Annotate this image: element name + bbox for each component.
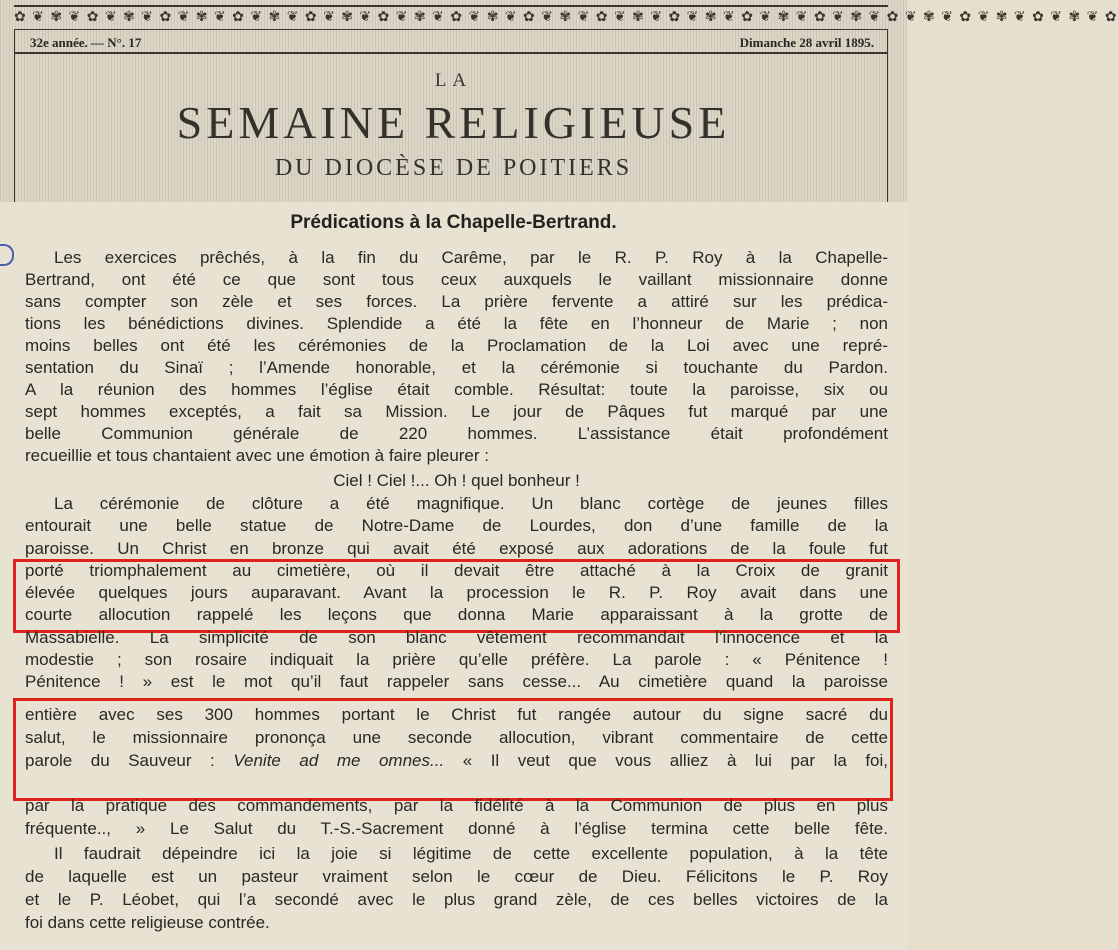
text-line: modestie ; son rosaire indiquait la prière qu’elle préfère. La parole : « Pénitence ! — [25, 650, 888, 669]
text-line: sans compter son zèle et ses forces. La prière fervente a attiré sur les prédica- — [25, 292, 888, 311]
text-line: La cérémonie de clôture a été magnifique. Un blanc cortège de jeunes filles — [54, 494, 888, 513]
publication-article: LA — [434, 70, 473, 91]
text-line: Massabielle. La simplicité de son blanc vêtement recommandait l’innocence et la — [25, 628, 888, 647]
text-line: entière avec ses 300 hommes portant le Christ fut rangée autour du signe sacré du — [25, 705, 888, 724]
text-line: fréquente.., » Le Salut du T.-S.-Sacrement donné à l’église termina cette belle fête. — [25, 819, 888, 838]
article-title: Prédications à la Chapelle-Bertrand. — [290, 212, 617, 233]
text-line: salut, le missionnaire prononça une seconde allocution, vibrant commentaire de cette — [25, 728, 888, 747]
text-line: Il faudrait dépeindre ici la joie si légitime de cette excellente population, à la tête — [54, 844, 888, 863]
text-segment: parole du Sauveur : — [25, 751, 234, 770]
text-line: moins belles ont été les cérémonies de la Proclamation de la Loi avec une repré- — [25, 336, 888, 355]
text-line: recueillie et tous chantaient avec une émotion à faire pleurer : — [25, 446, 489, 465]
text-line: élevée quelques jours auparavant. Avant la procession le R. P. Roy avait dans une — [25, 583, 888, 602]
text-line: tions les bénédictions divines. Splendide a été la fête en l’honneur de Marie ; non — [25, 314, 888, 333]
text-line: porté triomphalement au cimetière, où il devait être attaché à la Croix de granit — [25, 561, 888, 580]
issue-number: 32e année. — N°. 17 — [30, 35, 142, 50]
text-line: et le P. Léobet, qui l’a secondé avec le plus grand zèle, de ces belles victoires de la — [25, 890, 888, 909]
text-line: courte allocution rappelé les leçons que donna Marie apparaissant à la grotte de — [25, 605, 888, 624]
text-line: Bertrand, ont été ce que sont tous ceux auxquels le vaillant missionnaire donne — [25, 270, 888, 289]
issue-line — [14, 30, 888, 54]
issue-date: Dimanche 28 avril 1895. — [739, 35, 874, 50]
text-line: foi dans cette religieuse contrée. — [25, 913, 270, 932]
ornamental-border: ✿ ❦ ✾ ❦ ✿ ❦ ✾ ❦ ✿ ❦ ✾ ❦ ✿ ❦ ✾ ❦ ✿ ❦ ✾ ❦ ✿ ❦ ✾ ❦ ✿ ❦ ✾ ❦ ✿ ❦ ✾ ❦ ✿ ❦ ✾ ❦ ✿ ❦ ✾ ❦ ✿ ❦ ✾ ❦ ✿ ❦ ✾ ❦ ✿ ❦ ✾ ❦ ✿ ❦ ✾ ❦ ✿ ❦ ✾ ❦ ✿ — [14, 5, 888, 30]
quote-line: Ciel ! Ciel !... Oh ! quel bonheur ! — [333, 471, 580, 490]
masthead — [0, 0, 1118, 202]
publication-subtitle: DU DIOCÈSE DE POITIERS — [274, 155, 633, 181]
text-segment: « Il veut que vous alliez à lui par la foi, — [444, 751, 888, 770]
text-line: de laquelle est un pasteur vraiment selon le cœur de Dieu. Félicitons le P. Roy — [25, 867, 888, 886]
text-line: A la réunion des hommes l’église était comble. Résultat: toute la paroisse, six ou — [25, 380, 888, 399]
text-line: sept hommes exceptés, a fait sa Mission. Le jour de Pâques fut marqué par une — [25, 402, 888, 421]
text-line: entourait une belle statue de Notre-Dame de Lourdes, don d’une famille de la — [25, 516, 888, 535]
text-line: Les exercices prêchés, à la fin du Carême, par le R. P. Roy à la Chapelle- — [54, 248, 888, 267]
text-line: par la pratique des commandements, par la fidélité à la Communion de plus en plus — [25, 796, 888, 815]
text-line — [25, 750, 888, 772]
text-line: Pénitence ! » est le mot qu’il faut rappeler sans cesse... Au cimetière quand la paroisse — [25, 672, 888, 691]
text-line: sentation du Sinaï ; l’Amende honorable, et la cérémonie si touchante du Pardon. — [25, 358, 888, 377]
latin-quote: Venite ad me omnes... — [233, 751, 445, 770]
text-line: paroisse. Un Christ en bronze qui avait été exposé aux adorations de la foule fut — [25, 539, 888, 558]
text-line: belle Communion générale de 220 hommes. L’assistance était profondément — [25, 424, 888, 443]
publication-title: SEMAINE RELIGIEUSE — [176, 97, 731, 148]
